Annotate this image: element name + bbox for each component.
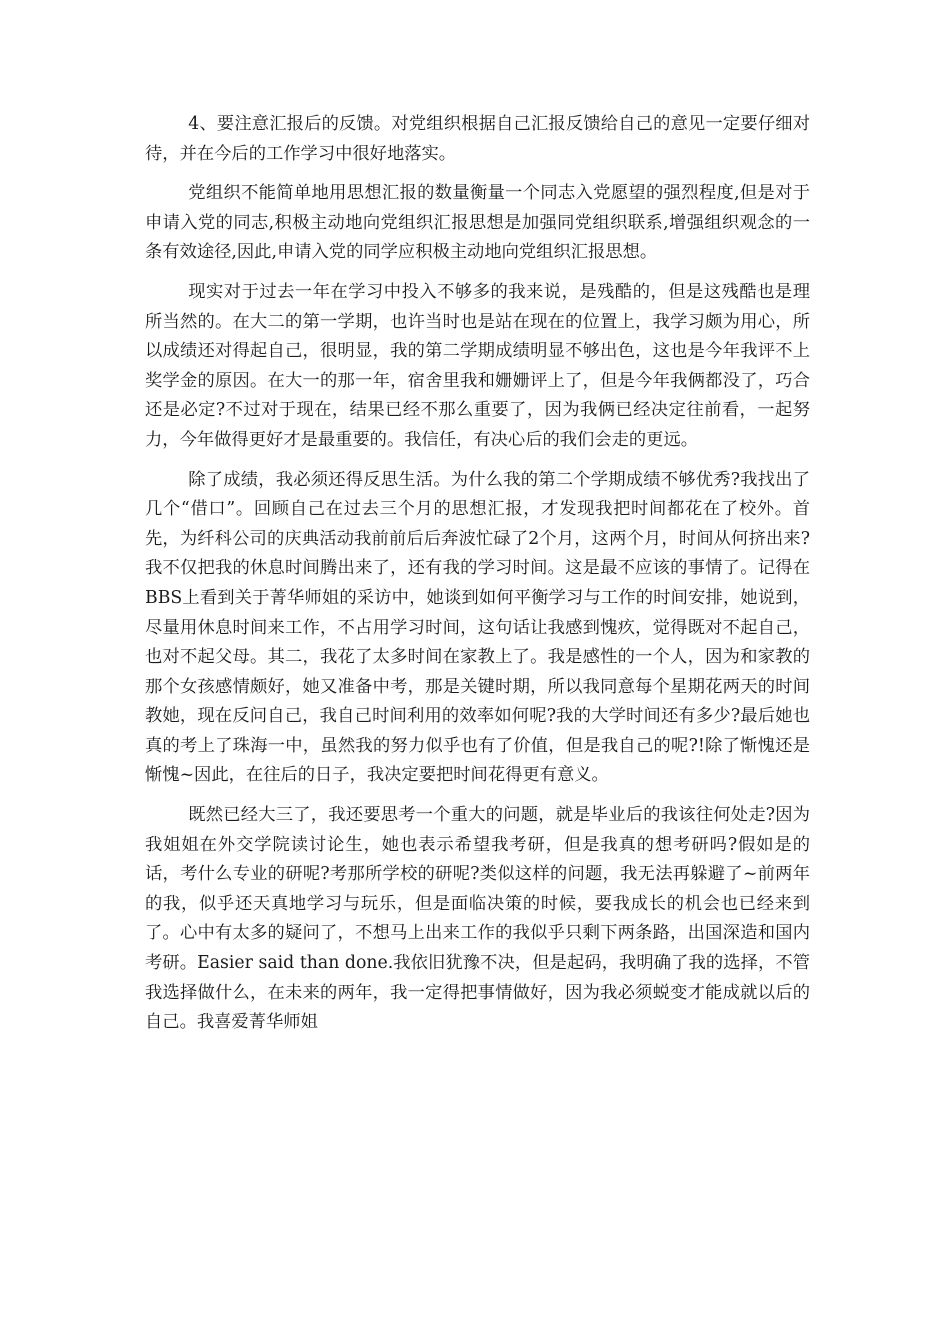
paragraph-reality: 现实对于过去一年在学习中投入不够多的我来说，是残酷的，但是这残酷也是理所当然的。在大二的第一学期，也许当时也是站在现在的位置上，我学习颇为用心，所以成绩还对得起自己，很明显，我的第二学期成绩明显不够出色，这也是今年我评不上奖学金的原因。在大一的那一年，宿舍里我和姗姗评上了，但是今年我俩都没了，巧合还是必定?不过对于现在，结果已经不那么重要了，因为我俩已经决定往前看，一起努力，今年做得更好才是最重要的。我信任，有决心后的我们会走的更远。 xyxy=(145,281,810,450)
document-page xyxy=(145,110,810,1048)
paragraph-reflection: 除了成绩，我必须还得反思生活。为什么我的第二个学期成绩不够优秀?我找出了几个“借口”。回顾自己在过去三个月的思想汇报，才发现我把时间都花在了校外。首先，为纤科公司的庆典活动我前前后后奔波忙碌了2个月，这两个月，时间从何挤出来?我不仅把我的休息时间腾出来了，还有我的学习时间。这是最不应该的事情了。记得在BBS上看到关于菁华师姐的采访中，她谈到如何平衡学习与工作的时间安排，她说到，尽量用休息时间来工作，不占用学习时间，这句话让我感到愧疚，觉得既对不起自己，也对不起父母。其二，我花了太多时间在家教上了。我是感性的一个人，因为和家教的那个女孩感情颇好，她又准备中考，那是关键时期，所以我同意每个星期花两天的时间教她，现在反问自己，我自己时间利用的效率如何呢?我的大学时间还有多少?最后她也真的考上了珠海一中，虽然我的努力似乎也有了价值，但是我自己的呢?!除了惭愧还是惭愧~因此，在往后的日子，我决定要把时间花得更有意义。 xyxy=(145,469,810,786)
paragraph-future: 既然已经大三了，我还要思考一个重大的问题，就是毕业后的我该往何处走?因为我姐姐在外交学院读讨论生，她也表示希望我考研，但是我真的想考研吗?假如是的话，考什么专业的研呢?考那所学校的研呢?类似这样的问题，我无法再躲避了~前两年的我，似乎还天真地学习与玩乐，但是面临决策的时候，要我成长的机会也已经来到了。心中有太多的疑问了，不想马上出来工作的我似乎只剩下两条路，出国深造和国内考研。Easier said than done.我依旧犹豫不决，但是起码，我明确了我的选择，不管我选择做什么，在未来的两年，我一定得把事情做好，因为我必须蜕变才能成就以后的自己。我喜爱菁华师姐 xyxy=(145,805,810,1033)
paragraph-feedback: 4、要注意汇报后的反馈。对党组织根据自己汇报反馈给自己的意见一定要仔细对待，并在今后的工作学习中很好地落实。 xyxy=(145,114,810,164)
paragraph-party-report: 党组织不能简单地用思想汇报的数量衡量一个同志入党愿望的强烈程度,但是对于申请入党的同志,积极主动地向党组织汇报思想是加强同党组织联系,增强组织观念的一条有效途径,因此,申请入党的同学应积极主动地向党组织汇报思想。 xyxy=(145,183,810,263)
